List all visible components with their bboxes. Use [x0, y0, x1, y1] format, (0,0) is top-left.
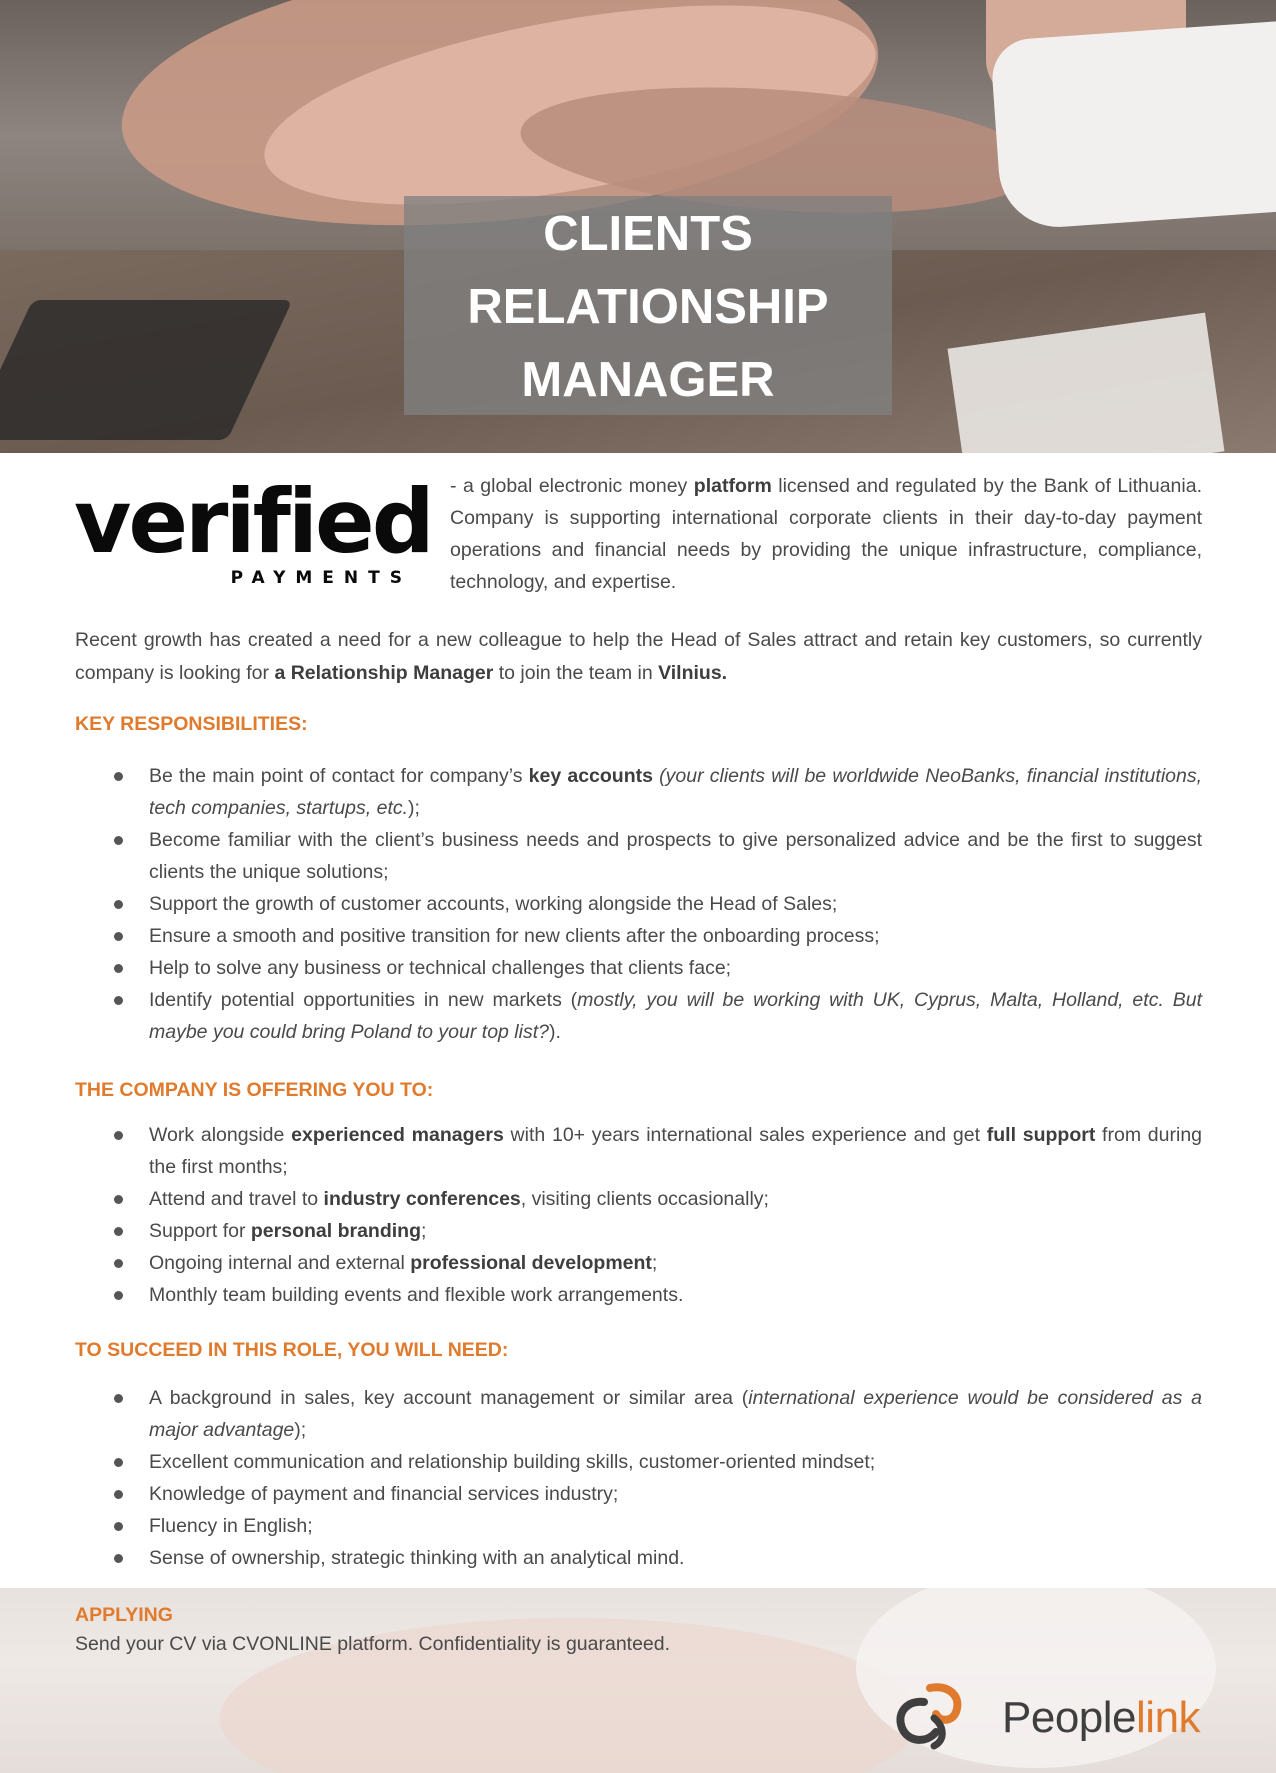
- section-heading-applying: APPLYING: [75, 1604, 173, 1626]
- bullet-icon: [114, 1490, 123, 1499]
- job-title-line: CLIENTS: [543, 207, 753, 261]
- list-item: Work alongside experienced managers with 10+ years international sales experience and get full support from during the first months;: [75, 1119, 1202, 1183]
- list-item: Support the growth of customer accounts, working alongside the Head of Sales;: [75, 888, 1202, 920]
- job-title-line: RELATIONSHIP: [467, 280, 829, 334]
- list-item: Excellent communication and relationship building skills, customer-oriented mindset;: [75, 1446, 1202, 1478]
- list-item: Ongoing internal and external professional development;: [75, 1247, 1202, 1279]
- offering-list: [75, 1119, 1202, 1311]
- list-item: Sense of ownership, strategic thinking with an analytical mind.: [75, 1542, 1202, 1574]
- bullet-icon: [114, 1195, 123, 1204]
- bullet-icon: [114, 1259, 123, 1268]
- hero-photo-shirt-sleeve: [990, 19, 1276, 231]
- section-heading-offering: THE COMPANY IS OFFERING YOU TO:: [75, 1079, 434, 1101]
- bullet-icon: [114, 1554, 123, 1563]
- hero-banner: [0, 0, 1276, 453]
- verified-payments-logo: [74, 470, 432, 588]
- list-item: A background in sales, key account management or similar area (international experience would be considered as a major advantage);: [75, 1382, 1202, 1446]
- list-item: Monthly team building events and flexible work arrangements.: [75, 1279, 1202, 1311]
- position-summary: Recent growth has created a need for a new colleague to help the Head of Sales attract and retain key customers, so currently company is looking for a Relationship Manager to join the team in Vilnius.: [75, 629, 1202, 684]
- bullet-icon: [114, 1522, 123, 1531]
- peoplelink-wordmark: Peoplelink: [1002, 1693, 1201, 1742]
- logo-wordmark: verified: [74, 470, 432, 573]
- section-heading-responsibilities: KEY RESPONSIBILITIES:: [75, 713, 308, 735]
- list-item: Ensure a smooth and positive transition for new clients after the onboarding process;: [75, 920, 1202, 952]
- job-title-box: [404, 196, 892, 415]
- list-item: Fluency in English;: [75, 1510, 1202, 1542]
- company-intro: - a global electronic money platform licensed and regulated by the Bank of Lithuania. Company is supporting international corporate clients in their day-to-day payment operations and financial needs by providing the unique infrastructure, compliance, technology, and expertise.: [450, 475, 1202, 593]
- bullet-icon: [114, 1394, 123, 1403]
- bullet-icon: [114, 900, 123, 909]
- bullet-icon: [114, 1131, 123, 1140]
- list-item: Be the main point of contact for company’s key accounts (your clients will be worldwide NeoBanks, financial institutions, tech companies, startups, etc.);: [75, 760, 1202, 824]
- bullet-icon: [114, 836, 123, 845]
- list-item: Become familiar with the client’s business needs and prospects to give personalized advice and be the first to suggest clients the unique solutions;: [75, 824, 1202, 888]
- list-item: Help to solve any business or technical challenges that clients face;: [75, 952, 1202, 984]
- applying-text: Send your CV via CVONLINE platform. Confidentiality is guaranteed.: [75, 1633, 671, 1655]
- bullet-icon: [114, 1291, 123, 1300]
- list-item: Attend and travel to industry conferences, visiting clients occasionally;: [75, 1183, 1202, 1215]
- bullet-icon: [114, 964, 123, 973]
- peoplelink-logo: [890, 1682, 1210, 1750]
- logo-subtitle: PAYMENTS: [230, 568, 412, 588]
- responsibilities-list: [75, 760, 1202, 1048]
- list-item: Support for personal branding;: [75, 1215, 1202, 1247]
- requirements-list: [75, 1382, 1202, 1574]
- job-title-line: MANAGER: [521, 353, 775, 407]
- bullet-icon: [114, 996, 123, 1005]
- list-item: Knowledge of payment and financial services industry;: [75, 1478, 1202, 1510]
- bullet-icon: [114, 772, 123, 781]
- bullet-icon: [114, 932, 123, 941]
- peoplelink-mark-icon: [890, 1682, 970, 1750]
- bullet-icon: [114, 1458, 123, 1467]
- bullet-icon: [114, 1227, 123, 1236]
- list-item: Identify potential opportunities in new markets (mostly, you will be working with UK, Cyprus, Malta, Holland, etc. But maybe you could bring Poland to your top list?).: [75, 984, 1202, 1048]
- section-heading-requirements: TO SUCCEED IN THIS ROLE, YOU WILL NEED:: [75, 1339, 509, 1361]
